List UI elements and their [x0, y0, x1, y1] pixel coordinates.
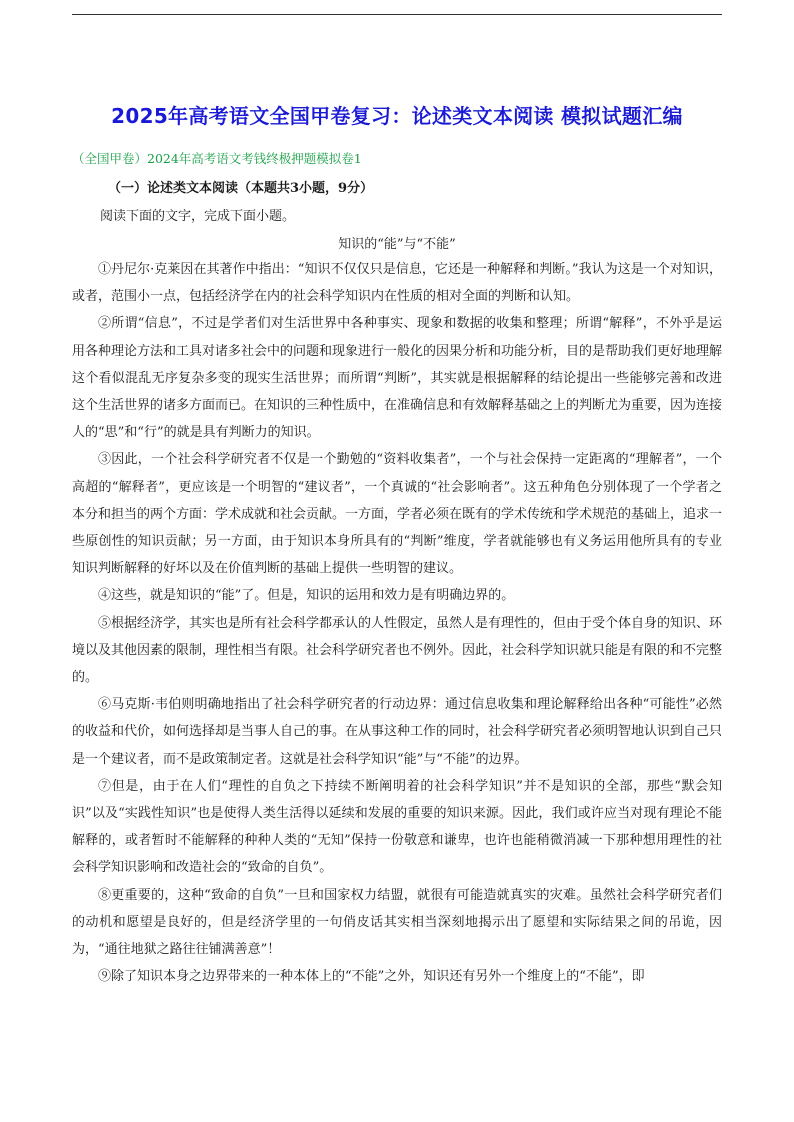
paragraph-9: ⑨除了知识本身之边界带来的一种本体上的“不能”之外，知识还有另外一个维度上的“不能”，即	[98, 969, 645, 985]
paragraph-8: ⑧更重要的，这种“致命的自负”一旦和国家权力结盟，就很有可能造就真实的灾难。虽然社会科学研究者们的动机和愿望是良好的，但是经济学里的一句俏皮话其实相当深刻地揭示出了愿望和实际结果之间的吊诡，因为，“通往地狱之路往往铺满善意”！	[72, 887, 722, 958]
paragraph-7: ⑦但是，由于在人们“理性的自负之下持续不断阐明着的社会科学知识”并不是知识的全部，那些“默会知识”以及“实践性知识”也是使得人类生活得以延续和发展的重要的知识来源。因此，我们或许应当对现有理论不能解释的，或者暂时不能解释的种种人类的“无知”保持一份敬意和谦卑，也许也能稍微消减一下那种想用理性的社会科学知识影响和改造社会的“致命的自负”。	[72, 778, 722, 876]
page-title: 2025年高考语文全国甲卷复习：论述类文本阅读 模拟试题汇编	[111, 104, 683, 128]
paragraph-5: ⑤根据经济学，其实也是所有社会科学都承认的人性假定，虽然人是有理性的，但由于受个体自身的知识、环境以及其他因素的限制，理性相当有限。社会科学研究者也不例外。因此，社会科学知识就只能是有限的和不完整的。	[72, 615, 723, 686]
paragraph-3: ③因此，一个社会科学研究者不仅是一个勤勉的“资料收集者”，一个与社会保持一定距离的“理解者”，一个高超的“解释者”，更应该是一个明智的“建议者”，一个真诚的“社会影响者”。这五种角色分别体现了一个学者之本分和担当的两个方面：学术成就和社会贡献。一方面，学者必须在既有的学术传统和学术规范的基础上，追求一些原创性的知识贡献；另一方面，由于知识本身所具有的“判断”维度，学者就能够也有义务运用他所具有的专业知识判断解释的好坏以及在价值判断的基础上提供一些明智的建议。	[72, 452, 723, 577]
section-heading: （一）论述类文本阅读（本题共3小题，9分）	[108, 181, 374, 196]
paragraph-1: ①丹尼尔·克莱因在其著作中指出：“知识不仅仅只是信息，它还是一种解释和判断。”我认为这是一个对知识，或者，范围小一点，包括经济学在内的社会科学知识内在性质的相对全面的判断和认知。	[72, 262, 722, 305]
article-title: 知识的“能”与“不能”	[338, 237, 456, 252]
paragraph-4: ④这些，就是知识的“能”了。但是，知识的运用和效力是有明确边界的。	[98, 588, 515, 604]
instruction-text: 阅读下面的文字，完成下面小题。	[100, 209, 296, 224]
source-line: （全国甲卷）2024年高考语文考钱终极押题模拟卷1	[72, 151, 362, 166]
top-rule	[72, 14, 722, 15]
paragraph-2: ②所谓“信息”，不过是学者们对生活世界中各种事实、现象和数据的收集和整理；所谓“解释”，不外乎是运用各种理论方法和工具对诸多社会中的问题和现象进行一般化的因果分析和功能分析，目的是帮助我们更好地理解这个看似混乱无序复杂多变的现实生活世界；而所谓“判断”，其实就是根据解释的结论提出一些能够完善和改进这个生活世界的诸多方面而已。在知识的三种性质中，在准确信息和有效解释基础之上的判断尤为重要，因为连接人的“思”和“行”的就是具有判断力的知识。	[72, 316, 723, 441]
article-body	[72, 256, 722, 990]
paragraph-6: ⑥马克斯·韦伯则明确地指出了社会科学研究者的行动边界：通过信息收集和理论解释给出各种“可能性”必然的收益和代价，如何选择却是当事人自己的事。在从事这种工作的同时，社会科学研究者必须明智地认识到自己只是一个建议者，而不是政策制定者。这就是社会科学知识“能”与“不能”的边界。	[72, 697, 723, 767]
